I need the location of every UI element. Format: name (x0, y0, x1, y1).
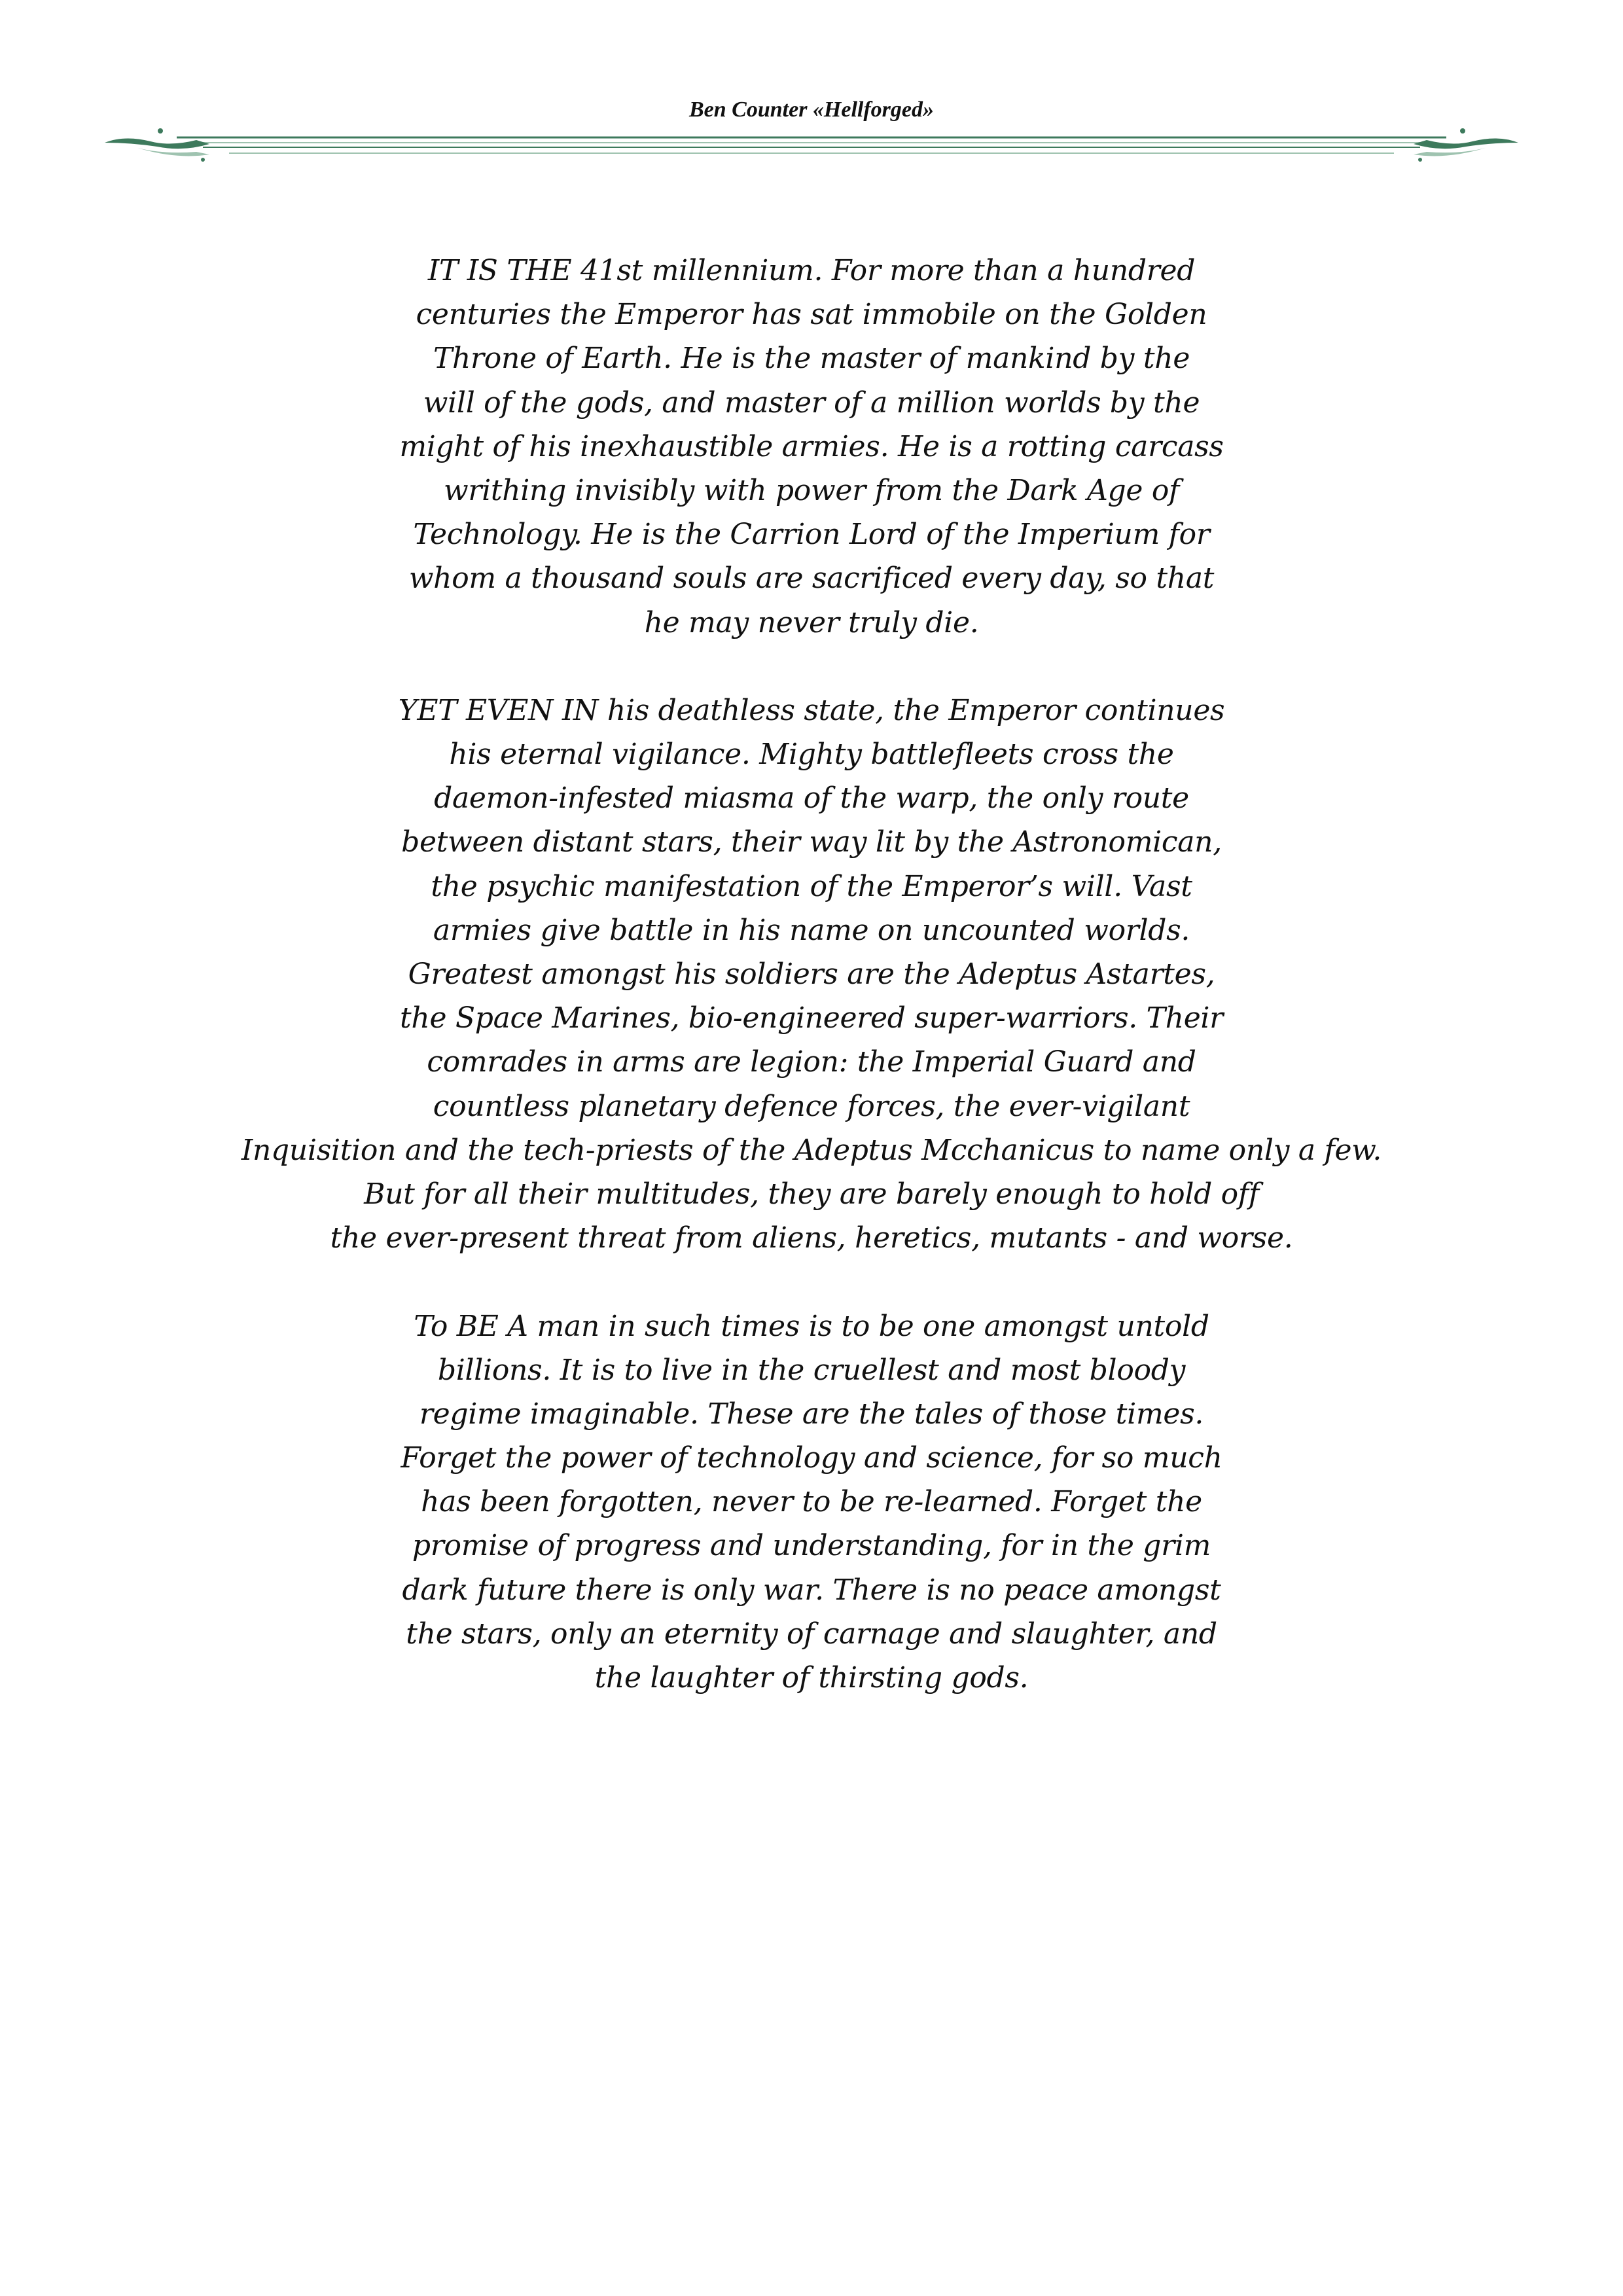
text-line: the ever-present threat from aliens, heretics, mutants - and worse. (330, 1221, 1293, 1255)
decorative-rule-ornament-icon (98, 123, 1525, 169)
text-line: armies give battle in his name on uncounted worlds. (433, 913, 1190, 947)
paragraph-3 (131, 1304, 1492, 1700)
text-line: might of his inexhaustible armies. He is a rotting carcass (399, 429, 1224, 463)
text-line: comrades in arms are legion: the Imperial Guard and (427, 1045, 1196, 1079)
text-line: billions. It is to live in the cruellest and most bloody (437, 1353, 1186, 1387)
text-line: his eternal vigilance. Mighty battlefleets cross the (449, 738, 1174, 772)
text-line: Throne of Earth. He is the master of mankind by the (433, 342, 1190, 376)
body-text (131, 249, 1492, 1700)
text-line: the laughter of thirsting gods. (594, 1661, 1029, 1695)
text-line: Greatest amongst his soldiers are the Adeptus Astartes, (408, 958, 1215, 991)
text-line: has been forgotten, never to be re-learned. Forget the (421, 1485, 1202, 1519)
text-line: regime imaginable. These are the tales of those times. (419, 1397, 1204, 1431)
text-line: the stars, only an eternity of carnage and slaughter, and (406, 1617, 1217, 1651)
text-line: dark future there is only war. There is no peace amongst (402, 1573, 1221, 1607)
text-line: the psychic manifestation of the Emperor’s will. Vast (431, 869, 1192, 903)
text-line: IT IS THE 41st millennium. For more than a hundred (427, 254, 1196, 287)
text-line: daemon-infested miasma of the warp, the only route (434, 781, 1189, 816)
text-line: the Space Marines, bio-engineered super-warriors. Their (400, 1001, 1223, 1035)
text-line: promise of progress and understanding, for in the grim (412, 1529, 1211, 1563)
text-line: centuries the Emperor has sat immobile on the Golden (416, 298, 1207, 332)
paragraph-2 (131, 689, 1492, 1260)
text-line: countless planetary defence forces, the ever-vigilant (433, 1089, 1190, 1123)
text-line: between distant stars, their way lit by the Astronomican, (401, 825, 1222, 859)
text-line: will of the gods, and master of a million worlds by the (423, 386, 1200, 420)
running-header-title: Ben Counter «Hellforged» (688, 98, 935, 122)
text-line: But for all their multitudes, they are barely enough to hold off (364, 1177, 1259, 1211)
text-line: Forget the power of technology and science, for so much (401, 1441, 1222, 1475)
text-line: Inquisition and the tech-priests of the Adeptus Mcchanicus to name only a few. (241, 1133, 1382, 1167)
text-line: Technology. He is the Carrion Lord of the Imperium for (413, 518, 1210, 552)
text-line: he may never truly die. (644, 605, 979, 639)
text-line: YET EVEN IN his deathless state, the Emperor continues (398, 693, 1225, 727)
text-line: whom a thousand souls are sacrificed every day, so that (408, 562, 1215, 596)
text-line: writhing invisibly with power from the Dark Age of (443, 473, 1180, 507)
text-line: To BE A man in such times is to be one amongst untold (414, 1309, 1209, 1343)
paragraph-1 (131, 249, 1492, 645)
